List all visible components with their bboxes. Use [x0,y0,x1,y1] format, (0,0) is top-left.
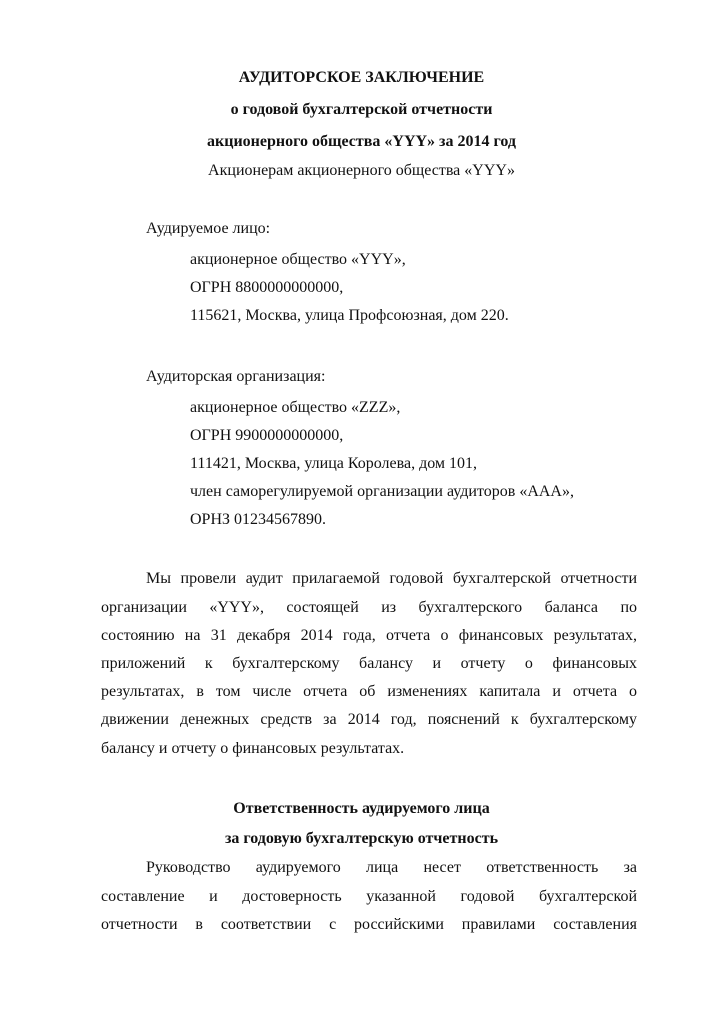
intro-paragraph-line: организации «YYY», состоящей из бухгалтерского баланса по [101,599,637,616]
intro-paragraph-line: приложений к бухгалтерскому балансу и отчету о финансовых [101,655,637,672]
audit-firm-label: Аудиторская организация: [146,368,326,385]
responsibility-paragraph-line: отчетности в соответствии с российскими правилами составления [101,916,637,933]
intro-paragraph-line: результатах, в том числе отчета об изменениях капитала и отчета о [101,683,637,700]
audit-firm-line: член саморегулируемой организации аудиторов «AAA», [190,483,574,500]
document-title: АУДИТОРСКОЕ ЗАКЛЮЧЕНИЕ [238,69,485,86]
audited-entity-line: 115621, Москва, улица Профсоюзная, дом 220. [190,307,509,324]
audit-firm-line: ОГРН 9900000000000, [190,427,344,444]
responsibility-paragraph-line: Руководство аудируемого лица несет ответственность за [146,859,637,876]
addressee: Акционерам акционерного общества «YYY» [208,162,515,179]
audited-entity-label: Аудируемое лицо: [146,220,271,237]
intro-paragraph-line: движении денежных средств за 2014 год, пояснений к бухгалтерскому [101,711,637,728]
audit-firm-line: ОРНЗ 01234567890. [190,511,327,528]
audit-firm-line: акционерное общество «ZZZ», [190,399,401,416]
intro-paragraph-line: состоянию на 31 декабря 2014 года, отчета о финансовых результатах, [101,627,637,644]
responsibility-heading-1: Ответственность аудируемого лица [233,800,490,817]
audited-entity-line: акционерное общество «YYY», [190,251,406,268]
audit-firm-line: 111421, Москва, улица Королева, дом 101, [190,455,478,472]
audited-entity-line: ОГРН 8800000000000, [190,279,344,296]
document-subtitle-1: о годовой бухгалтерской отчетности [230,101,493,118]
intro-paragraph-line: балансу и отчету о финансовых результатах. [101,740,405,757]
responsibility-heading-2: за годовую бухгалтерскую отчетность [224,830,499,847]
responsibility-paragraph-line: составление и достоверность указанной годовой бухгалтерской [101,888,637,905]
document-subtitle-2: акционерного общества «YYY» за 2014 год [207,133,516,150]
intro-paragraph-line: Мы провели аудит прилагаемой годовой бухгалтерской отчетности [146,570,637,587]
